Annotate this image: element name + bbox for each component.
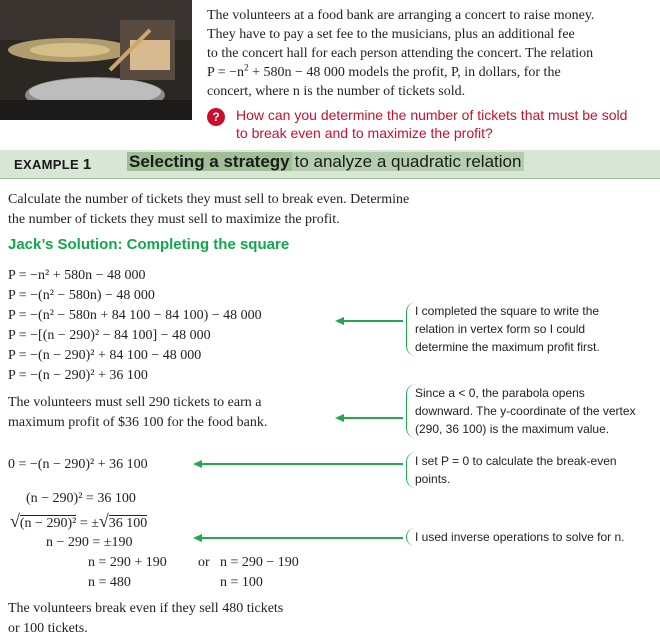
example-label: EXAMPLE 1 <box>14 156 92 173</box>
margin-note-2: Since a < 0, the parabola opens downward. The y-coordinate of the vertex (290, 36 100) is the maximum value. <box>406 384 660 438</box>
intro-paragraph <box>207 6 637 101</box>
sqrt-symbol-right: √ <box>98 511 109 531</box>
intro-line-1: The volunteers at a food bank are arranging a concert to raise money. <box>207 8 595 23</box>
solution-heading: Jack’s Solution: Completing the square <box>8 236 290 253</box>
sqrt-symbol-left: √ <box>10 511 20 531</box>
example-title <box>127 152 524 172</box>
task-text: Calculate the number of tickets they must sell to break even. Determine the number of tickets they must sell to maximize the profit. <box>8 192 410 227</box>
equation-11a: n = 290 + 190 <box>88 555 167 570</box>
arrow-line-2 <box>343 417 403 419</box>
example-title-highlight: Selecting a strategy <box>129 152 290 171</box>
equation-6: P = −(n − 290)² + 36 100 <box>8 368 148 383</box>
drummer-photo <box>0 0 192 120</box>
question-line-2: to break even and to maximize the profit? <box>236 125 493 141</box>
margin-note-3: I set P = 0 to calculate the break-even points. <box>406 452 655 488</box>
example-header-divider <box>0 178 660 179</box>
question-icon: ? <box>207 108 225 126</box>
equation-10: n − 290 = ±190 <box>46 535 133 550</box>
key-question <box>236 106 656 142</box>
question-line-1: How can you determine the number of tickets that must be sold <box>236 107 628 123</box>
equation-8: (n − 290)² = 36 100 <box>26 491 136 506</box>
equation-2: P = −(n² − 580n) − 48 000 <box>8 288 155 303</box>
conclusion-break-even: The volunteers break even if they sell 480 tickets or 100 tickets. <box>8 601 284 636</box>
margin-note-4: I used inverse operations to solve for n. <box>406 528 660 546</box>
equation-9: √(n − 290)² = ±√36 100 <box>10 511 148 531</box>
equation-7: 0 = −(n − 290)² + 36 100 <box>8 457 148 472</box>
equation-4: P = −[(n − 290)² − 84 100] − 48 000 <box>8 328 211 343</box>
conclusion-max-profit: The volunteers must sell 290 tickets to earn a maximum profit of $36 100 for the food bank. <box>8 395 268 430</box>
arrow-line-3 <box>201 463 403 465</box>
equation-12b: n = 100 <box>220 575 263 590</box>
equation-3: P = −(n² − 580n + 84 100 − 84 100) − 48 000 <box>8 308 262 323</box>
equation-11b: n = 290 − 190 <box>220 555 299 570</box>
equation-1: P = −n² + 580n − 48 000 <box>8 268 146 283</box>
intro-line-3: to the concert hall for each person attending the concert. The relation <box>207 46 594 61</box>
intro-line-4: $P = -n^2 + 580n - 48$ 000 models the profit, P, in dollars, for the <box>207 62 561 80</box>
arrow-line-4 <box>201 537 403 539</box>
example-title-rest: to analyze a quadratic relation <box>292 152 525 171</box>
equation-11-or: or <box>198 555 210 570</box>
intro-line-5: concert, where n is the number of tickets sold. <box>207 84 466 99</box>
intro-line-2: They have to pay a set fee to the musicians, plus an additional fee <box>207 27 575 42</box>
equation-12a: n = 480 <box>88 575 131 590</box>
equation-5: P = −(n − 290)² + 84 100 − 48 000 <box>8 348 202 363</box>
margin-note-1: I completed the square to write the relation in vertex form so I could determine the maximum profit first. <box>406 302 655 356</box>
arrow-line-1 <box>343 320 403 322</box>
